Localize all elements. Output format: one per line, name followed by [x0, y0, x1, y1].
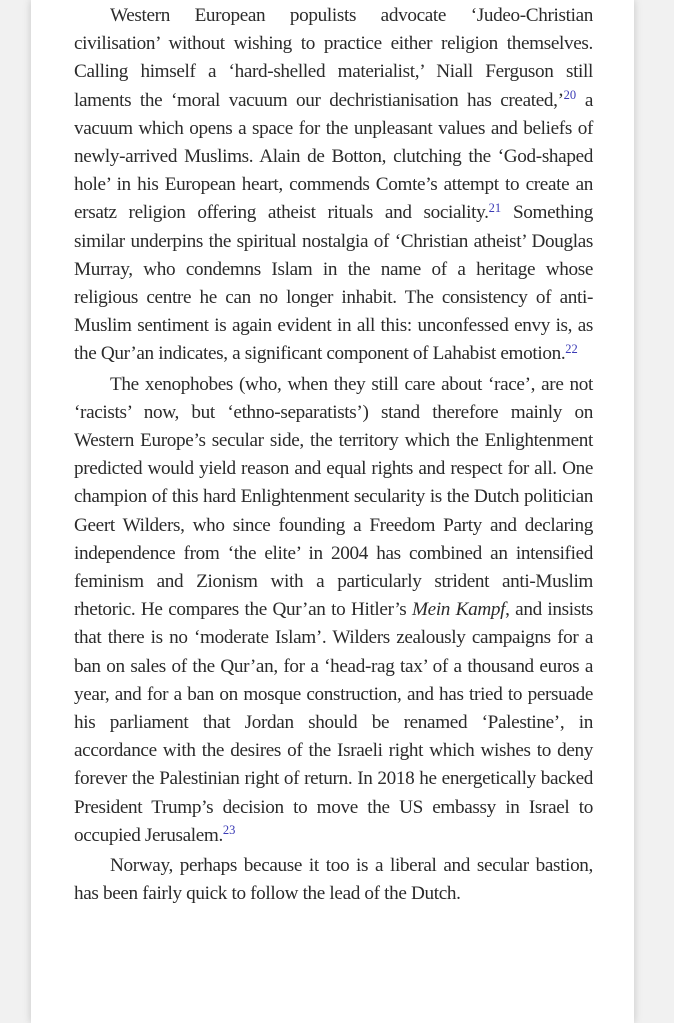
book-title-italic: Mein Kampf: [412, 599, 506, 621]
paragraph: [74, 2, 593, 369]
paragraph-text: , and insists that there is no ‘moderate Islam’. Wilders zealously campaigns for a ban on sales of the Qur’an, for a ‘head-rag tax’ of a thousand euros a year, and for a ban on mosque construction, and has tried to persuade his parliament that Jordan should be renamed ‘Palestine’, in accordance with the desires of the Israeli right which wishes to deny forever the Palestinian right of return. In 2018 he energetically backed President Trump’s decision to move the US embassy in Israel to occupied Jerusalem.: [74, 599, 593, 846]
paragraph: [74, 852, 593, 908]
book-page: [31, 0, 634, 1023]
page-content: [74, 2, 593, 909]
footnote-link-23[interactable]: 23: [222, 823, 236, 838]
paragraph-text: The xenophobes (who, when they still care about ‘race’, are not ‘racists’ now, but ‘ethno-separatists’) stand therefore mainly on Western Europe’s secular side, the territory which the Enlightenment predicted would yield reason and equal rights and respect for all. One champion of this hard Enlightenment secularity is the Dutch politician Geert Wilders, who since founding a Freedom Party and declaring independence from ‘the elite’ in 2004 has combined an intensified feminism and Zionism with a particularly strident anti-Muslim rhetoric. He compares the Qur’an to Hitler’s: [74, 373, 593, 621]
footnote-link-22[interactable]: 22: [565, 341, 578, 356]
paragraph-text: Western European populists advocate ‘Judeo-Christian civilisation’ without wishing to practice either religion themselves. Calling himself a ‘hard-shelled materialist,’ Niall Ferguson still laments the ‘moral vacuum our dechristianisation has created,’: [74, 5, 593, 111]
paragraph-text: Something similar underpins the spiritual nostalgia of ‘Christian atheist’ Douglas Murray, who condemns Islam in the name of a heritage whose religious centre he can no longer inhabit. The consistency of anti-Muslim sentiment is again evident in all this: unconfessed envy is, as the Qur’an indicates, a significant component of Lahabist emotion.: [74, 202, 593, 365]
paragraph-text: a vacuum which opens a space for the unpleasant values and beliefs of newly-arrived Muslims. Alain de Botton, clutching the ‘God-shaped hole’ in his European heart, commends Comte’s attempt to create an ersatz religion offering atheist rituals and sociality.: [74, 89, 593, 224]
footnote-link-21[interactable]: 21: [488, 200, 502, 215]
footnote-link-20[interactable]: 20: [563, 87, 577, 102]
paragraph-text: Norway, perhaps because it too is a liberal and secular bastion, has been fairly quick to follow the lead of the Dutch.: [74, 855, 593, 905]
paragraph: [74, 371, 593, 850]
